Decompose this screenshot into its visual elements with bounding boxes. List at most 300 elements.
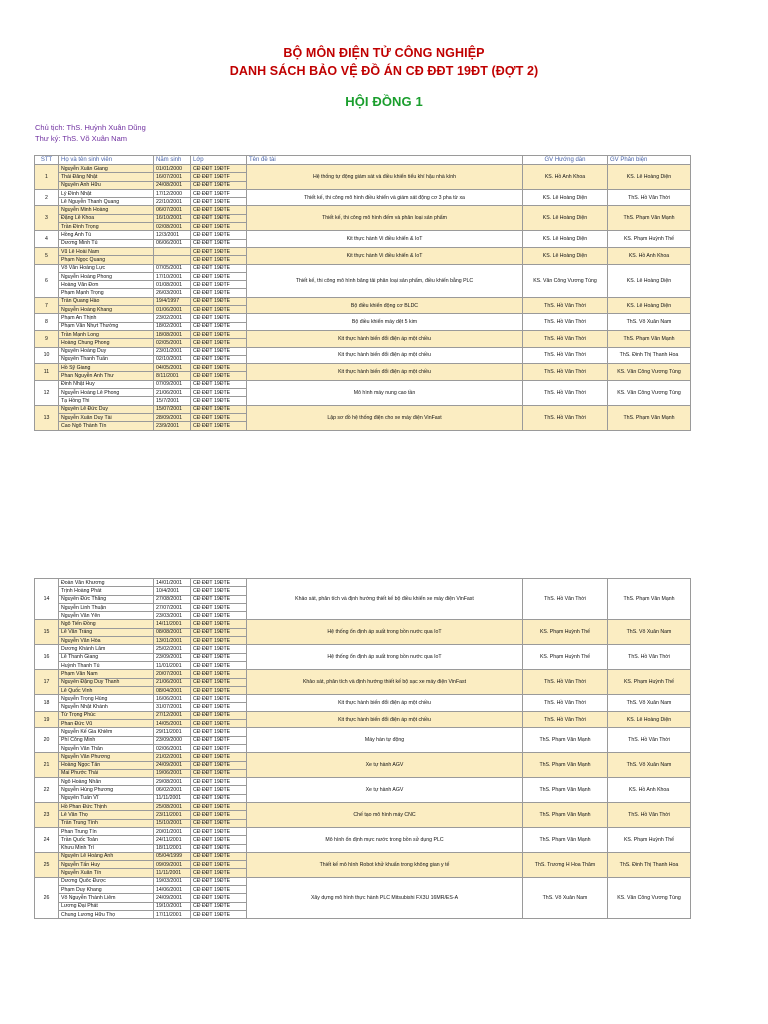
student-name: Chung Lương Hữu Thọ (59, 910, 154, 918)
birth-date: 29/11/2001 (154, 728, 191, 736)
class-code: CĐ ĐĐT 19ĐTE (191, 397, 247, 405)
birth-date: 09/09/2001 (154, 861, 191, 869)
student-name: Phạm Văn Nam (59, 670, 154, 678)
birth-date: 20/07/2001 (154, 670, 191, 678)
class-code: CĐ ĐĐT 19ĐTE (191, 289, 247, 297)
defense-table-page-1 (34, 155, 691, 431)
student-name: Nguyễn Anh Hữu (59, 181, 154, 189)
col-student-name: Họ và tên sinh viên (59, 156, 154, 165)
student-name: Nguyễn Nhật Khánh (59, 703, 154, 711)
student-name: Nguyễn Trọng Hùng (59, 695, 154, 703)
birth-date: 02/10/2001 (154, 355, 191, 363)
student-name: Vũ Lê Hoài Nam (59, 247, 154, 255)
birth-date: 20/01/2001 (154, 827, 191, 835)
birth-date: 18/11/2001 (154, 844, 191, 852)
group-number: 17 (35, 670, 59, 695)
student-name: Nguyễn Hoàng Duy (59, 347, 154, 355)
class-code: CĐ ĐĐT 19ĐTE (191, 314, 247, 322)
birth-date: 24/09/2001 (154, 761, 191, 769)
reviewer-name: ThS. Phạm Văn Mạnh (608, 579, 691, 620)
birth-date: 23/09/2000 (154, 736, 191, 744)
topic-title: Kit thực hành biến đổi điện áp một chiều (247, 364, 523, 381)
class-code: CĐ ĐĐT 19ĐTE (191, 612, 247, 620)
advisor-name: KS. Phạm Huỳnh Thế (523, 620, 608, 645)
birth-date: 01/06/2001 (154, 306, 191, 314)
advisor-name: ThS. Hồ Văn Thời (523, 405, 608, 430)
student-name: Võ Nguyễn Thành Liêm (59, 894, 154, 902)
student-name: Tạ Hồng Thi (59, 397, 154, 405)
reviewer-name: ThS. Võ Xuân Nam (608, 620, 691, 645)
birth-date: 06/02/2001 (154, 786, 191, 794)
class-code: CĐ ĐĐT 19ĐTE (191, 703, 247, 711)
reviewer-name: ThS. Võ Xuân Nam (608, 314, 691, 331)
birth-date: 24/11/2001 (154, 836, 191, 844)
student-name: Lê Văn Tráng (59, 628, 154, 636)
student-name: Võ Văn Hoàng Lực (59, 264, 154, 272)
group-number: 7 (35, 297, 59, 314)
student-name: Nguyễn Đặng Duy Thanh (59, 678, 154, 686)
birth-date: 02/08/2001 (154, 223, 191, 231)
birth-date (154, 247, 191, 255)
class-code: CĐ ĐĐT 19ĐTE (191, 181, 247, 189)
class-code: CĐ ĐĐT 19ĐTF (191, 736, 247, 744)
class-code: CĐ ĐĐT 19ĐTE (191, 910, 247, 918)
birth-date: 16/07/2001 (154, 173, 191, 181)
birth-date: 26/03/2001 (154, 289, 191, 297)
class-code: CĐ ĐĐT 19ĐTE (191, 272, 247, 280)
student-name: Hoàng Ngọc Tấn (59, 761, 154, 769)
student-name: Lương Đại Phát (59, 902, 154, 910)
col-topic: Tên đề tài (247, 156, 523, 165)
advisor-name: ThS. Hồ Văn Thời (523, 380, 608, 405)
student-name: Lê Thanh Giang (59, 653, 154, 661)
class-code: CĐ ĐĐT 19ĐTE (191, 885, 247, 893)
student-name: Phạm An Thịnh (59, 314, 154, 322)
reviewer-name: KS. Văn Công Vương Tùng (608, 877, 691, 918)
class-code: CĐ ĐĐT 19ĐTE (191, 836, 247, 844)
birth-date: 25/08/2001 (154, 803, 191, 811)
birth-date: 08/04/2001 (154, 686, 191, 694)
class-code: CĐ ĐĐT 19ĐTE (191, 231, 247, 239)
birth-date: 18/08/2001 (154, 330, 191, 338)
birth-date: 29/08/2001 (154, 778, 191, 786)
table-row (35, 380, 691, 388)
student-name: Nguyễn Hoàng Phong (59, 272, 154, 280)
group-number: 1 (35, 165, 59, 190)
class-code: CĐ ĐĐT 19ĐTE (191, 256, 247, 264)
student-name: Nguyễn Văn Phương (59, 753, 154, 761)
student-name: Trần Mạnh Long (59, 330, 154, 338)
class-code: CĐ ĐĐT 19ĐTE (191, 330, 247, 338)
table-row (35, 231, 691, 239)
group-number: 13 (35, 405, 59, 430)
group-number: 4 (35, 231, 59, 248)
birth-date: 23/11/2001 (154, 811, 191, 819)
student-name: Hồng Anh Tú (59, 231, 154, 239)
birth-date: 21/06/2001 (154, 389, 191, 397)
birth-date (154, 256, 191, 264)
student-name: Trần Quốc Toản (59, 836, 154, 844)
birth-date: 19/03/2001 (154, 877, 191, 885)
reviewer-name: KS. Hồ Anh Khoa (608, 247, 691, 264)
class-code: CĐ ĐĐT 19ĐTE (191, 239, 247, 247)
class-code: CĐ ĐĐT 19ĐTE (191, 339, 247, 347)
topic-title: Xe tự hành AGV (247, 753, 523, 778)
student-name: Phạm Duy Khang (59, 885, 154, 893)
birth-date: 07/05/2001 (154, 264, 191, 272)
birth-date: 27/08/2001 (154, 595, 191, 603)
advisor-name: ThS. Trương H Hoa Thâm (523, 852, 608, 877)
class-code: CĐ ĐĐT 19ĐTF (191, 173, 247, 181)
advisor-name: ThS. Hồ Văn Thời (523, 297, 608, 314)
topic-title: Hệ thống ổn định áp suất trong bồn nước qua IoT (247, 645, 523, 670)
class-code: CĐ ĐĐT 19ĐTE (191, 827, 247, 835)
table-row (35, 247, 691, 255)
table-row (35, 753, 691, 761)
birth-date: 8/11/2001 (154, 372, 191, 380)
birth-date: 24/08/2001 (154, 181, 191, 189)
class-code: CĐ ĐĐT 19ĐTE (191, 264, 247, 272)
student-name: Lê Quốc Vinh (59, 686, 154, 694)
class-code: CĐ ĐĐT 19ĐTE (191, 794, 247, 802)
class-code: CĐ ĐĐT 19ĐTE (191, 661, 247, 669)
student-name: Phạm Ngọc Quang (59, 256, 154, 264)
birth-date: 17/10/2001 (154, 272, 191, 280)
birth-date: 31/07/2001 (154, 703, 191, 711)
student-name: Thái Đăng Nhật (59, 173, 154, 181)
student-name: Phí Công Minh (59, 736, 154, 744)
reviewer-name: ThS. Phạm Văn Mạnh (608, 206, 691, 231)
topic-title: Kit thực hành biến đổi điện áp một chiều (247, 347, 523, 364)
reviewer-name: KS. Văn Công Vương Tùng (608, 380, 691, 405)
table-row (35, 330, 691, 338)
class-code: CĐ ĐĐT 19ĐTE (191, 894, 247, 902)
table-row (35, 206, 691, 214)
student-name: Nguyễn Văn Thân (59, 744, 154, 752)
col-reviewer: GV Phản biện (608, 156, 691, 165)
class-code: CĐ ĐĐT 19ĐTF (191, 165, 247, 173)
group-number: 15 (35, 620, 59, 645)
student-name: Nguyễn Linh Thuận (59, 603, 154, 611)
group-number: 26 (35, 877, 59, 918)
topic-title: Thiết kế, thi công mô hình đếm và phân loại sản phẩm (247, 206, 523, 231)
birth-date: 14/11/2001 (154, 620, 191, 628)
reviewer-name: ThS. Đinh Thị Thanh Hoa (608, 347, 691, 364)
class-code: CĐ ĐĐT 19ĐTE (191, 778, 247, 786)
reviewer-name: KS. Lê Hoàng Diện (608, 711, 691, 728)
advisor-name: KS. Văn Công Vương Tùng (523, 264, 608, 297)
table-row (35, 670, 691, 678)
class-code: CĐ ĐĐT 19ĐTE (191, 645, 247, 653)
topic-title: Kit thực hành Vi điều khiển & IoT (247, 247, 523, 264)
student-name: Nguyễn Lê Đức Duy (59, 405, 154, 413)
birth-date: 06/06/2001 (154, 239, 191, 247)
birth-date: 14/01/2001 (154, 579, 191, 587)
class-code: CĐ ĐĐT 19ĐTE (191, 372, 247, 380)
birth-date: 04/05/2001 (154, 364, 191, 372)
student-name: Ngô Hoàng Nhân (59, 778, 154, 786)
birth-date: 06/07/2001 (154, 206, 191, 214)
table-row (35, 297, 691, 305)
group-number: 21 (35, 753, 59, 778)
class-code: CĐ ĐĐT 19ĐTE (191, 405, 247, 413)
class-code: CĐ ĐĐT 19ĐTE (191, 711, 247, 719)
group-number: 14 (35, 579, 59, 620)
advisor-name: ThS. Hồ Văn Thời (523, 364, 608, 381)
birth-date: 19/10/2001 (154, 902, 191, 910)
topic-title: Hệ thống tự động giám sát và điều khiển tiểu khí hậu nhà kính (247, 165, 523, 190)
class-code: CĐ ĐĐT 19ĐTE (191, 653, 247, 661)
reviewer-name: ThS. Võ Xuân Nam (608, 753, 691, 778)
class-code: CĐ ĐĐT 19ĐTE (191, 247, 247, 255)
topic-title: Bộ điều khiển động cơ BLDC (247, 297, 523, 314)
birth-date: 18/02/2001 (154, 322, 191, 330)
class-code: CĐ ĐĐT 19ĐTE (191, 753, 247, 761)
table-row (35, 728, 691, 736)
student-name: Từ Trọng Phúc (59, 711, 154, 719)
student-name: Lê Nguyễn Thanh Quang (59, 198, 154, 206)
birth-date: 23/03/2001 (154, 612, 191, 620)
advisor-name: ThS. Phạm Văn Mạnh (523, 728, 608, 753)
birth-date: 02/06/2001 (154, 744, 191, 752)
class-code: CĐ ĐĐT 19ĐTF (191, 189, 247, 197)
birth-date: 24/09/2001 (154, 894, 191, 902)
table-row (35, 620, 691, 628)
birth-date: 23/02/2001 (154, 314, 191, 322)
reviewer-name: ThS. Đinh Thị Thanh Hoa (608, 852, 691, 877)
class-code: CĐ ĐĐT 19ĐTE (191, 811, 247, 819)
table-row (35, 778, 691, 786)
group-number: 23 (35, 803, 59, 828)
student-name: Nguyễn Đức Thắng (59, 595, 154, 603)
table-row (35, 645, 691, 653)
birth-date: 05/04/1999 (154, 852, 191, 860)
group-number: 5 (35, 247, 59, 264)
reviewer-name: KS. Lê Hoàng Diện (608, 297, 691, 314)
student-name: Nguyễn Lê Hoàng Anh (59, 852, 154, 860)
class-code: CĐ ĐĐT 19ĐTE (191, 355, 247, 363)
birth-date: 16/06/2001 (154, 695, 191, 703)
class-code: CĐ ĐĐT 19ĐTE (191, 364, 247, 372)
table-row (35, 711, 691, 719)
class-code: CĐ ĐĐT 19ĐTE (191, 852, 247, 860)
group-number: 19 (35, 711, 59, 728)
group-number: 24 (35, 827, 59, 852)
class-code: CĐ ĐĐT 19ĐTE (191, 720, 247, 728)
reviewer-name: ThS. Hồ Văn Thời (608, 728, 691, 753)
topic-title: Máy hàn tự động (247, 728, 523, 753)
topic-title: Thiết kế, thi công mô hình băng tải phân loại sản phẩm, điều khiển bằng PLC (247, 264, 523, 297)
birth-date: 23/09/2001 (154, 653, 191, 661)
birth-date: 15/10/2001 (154, 819, 191, 827)
table-row (35, 852, 691, 860)
group-number: 6 (35, 264, 59, 297)
birth-date: 22/10/2001 (154, 198, 191, 206)
class-code: CĐ ĐĐT 19ĐTE (191, 347, 247, 355)
student-name: Nguyễn Kế Gia Khiêm (59, 728, 154, 736)
student-name: Lý Đình Nhật (59, 189, 154, 197)
topic-title: Thiết kế mô hình Robot khử khuẩn trong không gian y tế (247, 852, 523, 877)
reviewer-name: KS. Văn Công Vương Tùng (608, 364, 691, 381)
birth-date: 25/02/2001 (154, 645, 191, 653)
student-name: Cao Ngô Thành Tín (59, 422, 154, 430)
reviewer-name: ThS. Hồ Văn Thời (608, 803, 691, 828)
student-name: Trần Trung Tính (59, 819, 154, 827)
class-code: CĐ ĐĐT 19ĐTE (191, 761, 247, 769)
topic-title: Chế tạo mô hình máy CNC (247, 803, 523, 828)
class-code: CĐ ĐĐT 19ĐTE (191, 380, 247, 388)
class-code: CĐ ĐĐT 19ĐTE (191, 389, 247, 397)
student-name: Phan Nguyễn Anh Thư (59, 372, 154, 380)
group-number: 9 (35, 330, 59, 347)
class-code: CĐ ĐĐT 19ĐTE (191, 198, 247, 206)
defense-table-page-2 (34, 578, 691, 919)
advisor-name: KS. Lê Hoàng Diện (523, 189, 608, 206)
student-name: Phan Trung Tín (59, 827, 154, 835)
group-number: 12 (35, 380, 59, 405)
birth-date: 08/08/2001 (154, 628, 191, 636)
topic-title: Kit thực hành biến đổi điện áp một chiều (247, 330, 523, 347)
secretary-line: Thư ký: ThS. Võ Xuân Nam (35, 134, 128, 143)
birth-date: 02/05/2001 (154, 339, 191, 347)
student-name: Nguyễn Minh Hoàng (59, 206, 154, 214)
col-birth: Năm sinh (154, 156, 191, 165)
group-number: 16 (35, 645, 59, 670)
class-code: CĐ ĐĐT 19ĐTE (191, 902, 247, 910)
class-code: CĐ ĐĐT 19ĐTE (191, 620, 247, 628)
reviewer-name: ThS. Hồ Văn Thời (608, 189, 691, 206)
student-name: Đặng Lê Khoa (59, 214, 154, 222)
topic-title: Mô hình ổn định mực nước trong bồn sử dụng PLC (247, 827, 523, 852)
col-advisor: GV Hướng dẫn (523, 156, 608, 165)
birth-date: 07/09/2001 (154, 380, 191, 388)
class-code: CĐ ĐĐT 19ĐTE (191, 670, 247, 678)
student-name: Trịnh Hoàng Phát (59, 587, 154, 595)
class-code: CĐ ĐĐT 19ĐTE (191, 297, 247, 305)
birth-date: 14/06/2001 (154, 885, 191, 893)
table-row (35, 827, 691, 835)
birth-date: 17/11/2001 (154, 910, 191, 918)
header-row (35, 156, 691, 165)
advisor-name: KS. Phạm Huỳnh Thế (523, 645, 608, 670)
list-title: DANH SÁCH BẢO VỆ ĐỒ ÁN CĐ ĐĐT 19ĐT (ĐỢT 2) (229, 64, 539, 78)
class-code: CĐ ĐĐT 19ĐTE (191, 637, 247, 645)
class-code: CĐ ĐĐT 19ĐTE (191, 803, 247, 811)
birth-date: 28/09/2001 (154, 413, 191, 421)
reviewer-name: KS. Phạm Huỳnh Thế (608, 231, 691, 248)
student-name: Nguyễn Hoàng Khang (59, 306, 154, 314)
birth-date: 01/08/2001 (154, 281, 191, 289)
student-name: Phạm Mạnh Trọng (59, 289, 154, 297)
department-title: BỘ MÔN ĐIỆN TỬ CÔNG NGHIỆP (283, 46, 485, 60)
birth-date: 23/9/2001 (154, 422, 191, 430)
advisor-name: ThS. Hồ Văn Thời (523, 314, 608, 331)
table-row (35, 314, 691, 322)
class-code: CĐ ĐĐT 19ĐTE (191, 819, 247, 827)
birth-date: 19/4/1997 (154, 297, 191, 305)
student-name: Trần Quang Hào (59, 297, 154, 305)
student-name: Nguyễn Xuân Duy Tài (59, 413, 154, 421)
group-number: 11 (35, 364, 59, 381)
col-class: Lớp (191, 156, 247, 165)
table-row (35, 405, 691, 413)
student-name: Khưu Minh Trí (59, 844, 154, 852)
reviewer-name: KS. Phạm Huỳnh Thế (608, 670, 691, 695)
reviewer-name: KS. Hồ Anh Khoa (608, 778, 691, 803)
student-name: Đinh Nhật Huy (59, 380, 154, 388)
topic-title: Thiết kế, thi công mô hình điều khiển và giám sát động cơ 3 pha từ xa (247, 189, 523, 206)
group-number: 25 (35, 852, 59, 877)
student-name: Dương Minh Tú (59, 239, 154, 247)
reviewer-name: KS. Phạm Huỳnh Thế (608, 827, 691, 852)
class-code: CĐ ĐĐT 19ĐTE (191, 413, 247, 421)
class-code: CĐ ĐĐT 19ĐTE (191, 678, 247, 686)
birth-date: 11/01/2001 (154, 661, 191, 669)
advisor-name: ThS. Phạm Văn Mạnh (523, 827, 608, 852)
topic-title: Khảo sát, phân tích và định hướng thiết kế bộ sạc xe máy điện VinFast (247, 670, 523, 695)
student-name: Phan Đức Vũ (59, 720, 154, 728)
topic-title: Bộ điều khiển máy dệt 5 kim (247, 314, 523, 331)
class-code: CĐ ĐĐT 19ĐTE (191, 587, 247, 595)
class-code: CĐ ĐĐT 19ĐTE (191, 861, 247, 869)
topic-title: Xây dựng mô hình thực hành PLC Mitsubishi FX3U 16MR/ES-A (247, 877, 523, 918)
topic-title: Xe tự hành AGV (247, 778, 523, 803)
group-number: 20 (35, 728, 59, 753)
advisor-name: ThS. Phạm Văn Mạnh (523, 778, 608, 803)
student-name: Huỳnh Thanh Tú (59, 661, 154, 669)
reviewer-name: KS. Lê Hoàng Diện (608, 264, 691, 297)
council-title: HỘI ĐỒNG 1 (345, 94, 423, 109)
table-row (35, 803, 691, 811)
birth-date: 15/07/2001 (154, 405, 191, 413)
advisor-name: ThS. Phạm Văn Mạnh (523, 803, 608, 828)
student-name: Hoàng Chung Phong (59, 339, 154, 347)
topic-title: Kit thực hành Vi điều khiển & IoT (247, 231, 523, 248)
student-name: Nguyễn Xuân Giang (59, 165, 154, 173)
student-name: Lê Văn Thọ (59, 811, 154, 819)
birth-date: 15/7/2001 (154, 397, 191, 405)
topic-title: Kit thực hành biến đổi điện áp một chiều (247, 711, 523, 728)
birth-date: 17/12/2000 (154, 189, 191, 197)
student-name: Ngô Tiến Đồng (59, 620, 154, 628)
birth-date: 13/01/2001 (154, 637, 191, 645)
table-row (35, 347, 691, 355)
class-code: CĐ ĐĐT 19ĐTE (191, 695, 247, 703)
chair-line: Chủ tịch: ThS. Huỳnh Xuân Dũng (35, 123, 146, 132)
table-row (35, 877, 691, 885)
birth-date: 27/07/2001 (154, 603, 191, 611)
group-number: 22 (35, 778, 59, 803)
birth-date: 23/01/2001 (154, 347, 191, 355)
advisor-name: ThS. Phạm Văn Mạnh (523, 753, 608, 778)
advisor-name: ThS. Hồ Văn Thời (523, 330, 608, 347)
class-code: CĐ ĐĐT 19ĐTE (191, 322, 247, 330)
table-row (35, 579, 691, 587)
table-row (35, 165, 691, 173)
class-code: CĐ ĐĐT 19ĐTE (191, 844, 247, 852)
group-number: 10 (35, 347, 59, 364)
topic-title: Lập sơ đồ hệ thống điện cho xe máy điện VinFast (247, 405, 523, 430)
class-code: CĐ ĐĐT 19ĐTE (191, 686, 247, 694)
student-name: Trần Đình Trọng (59, 223, 154, 231)
reviewer-name: KS. Lê Hoàng Diện (608, 165, 691, 190)
advisor-name: KS. Lê Hoàng Diện (523, 231, 608, 248)
class-code: CĐ ĐĐT 19ĐTE (191, 223, 247, 231)
birth-date: 10/4/2001 (154, 587, 191, 595)
birth-date: 16/10/2001 (154, 214, 191, 222)
class-code: CĐ ĐĐT 19ĐTF (191, 281, 247, 289)
student-name: Hồ Phan Đức Thịnh (59, 803, 154, 811)
